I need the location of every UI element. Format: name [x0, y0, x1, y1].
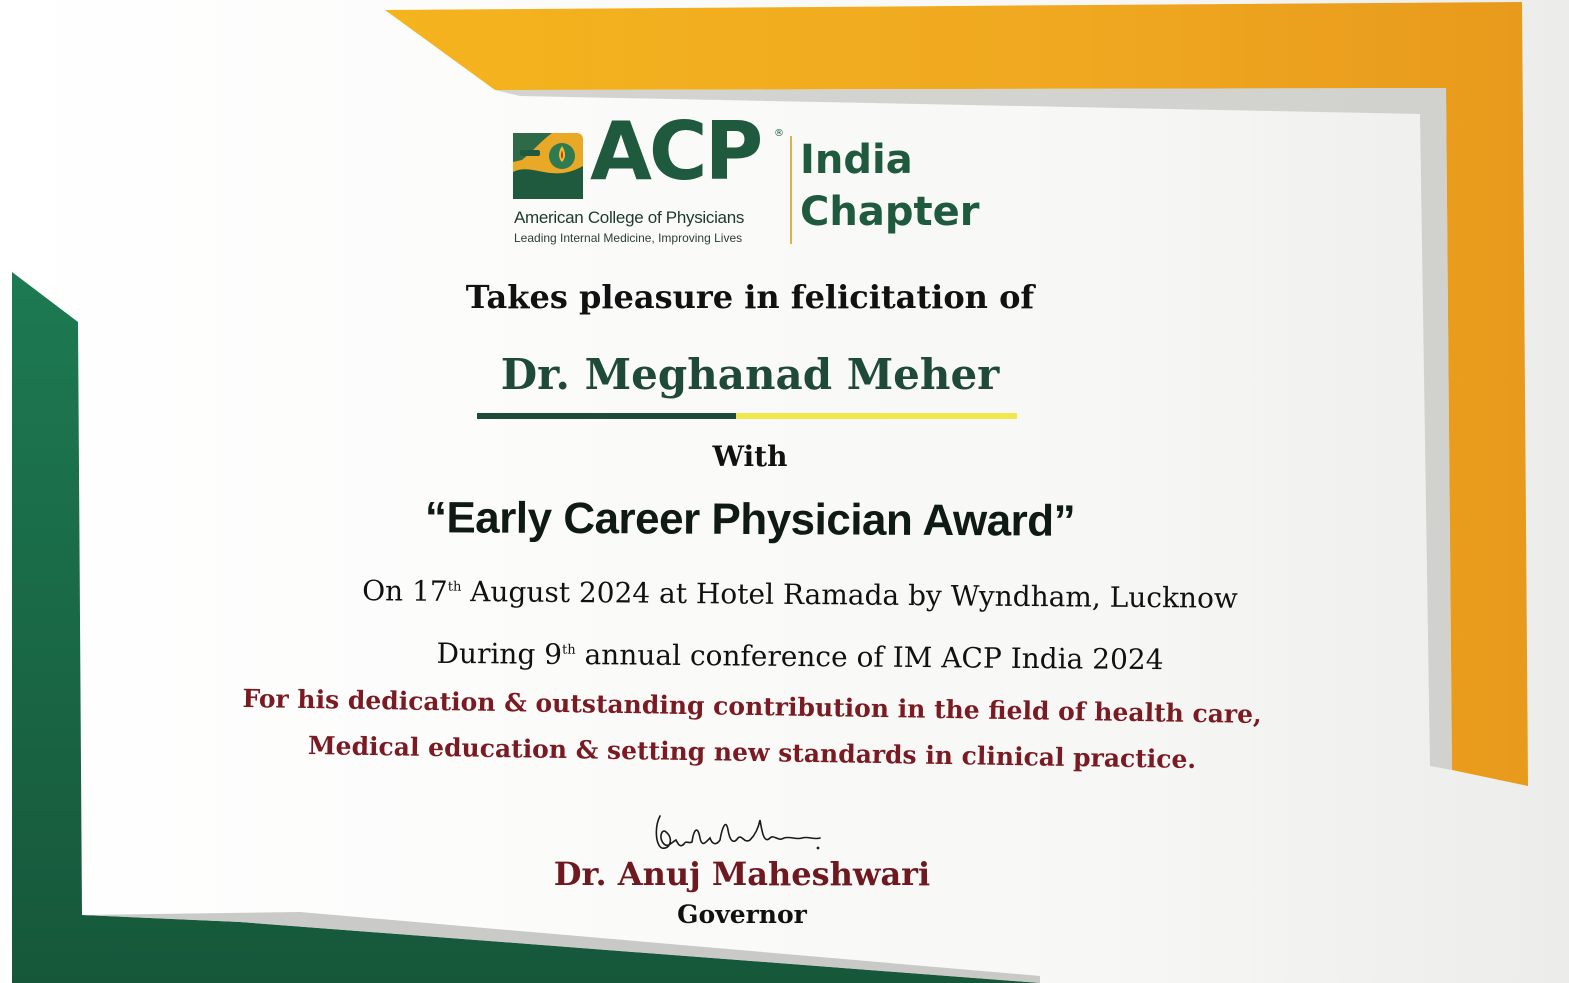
signatory-name: Dr. Anuj Maheshwari: [553, 855, 931, 893]
acp-flame-logo-icon: [512, 132, 584, 200]
conference-prefix: During 9: [436, 636, 563, 671]
handwritten-signature-icon: [650, 808, 830, 860]
felicitation-text: Takes pleasure in felicitation of: [465, 278, 1035, 316]
dedication-line-1: For his dedication & outstanding contribution in the field of health care,: [242, 683, 1262, 730]
event-date-prefix: On 17: [362, 574, 448, 608]
dedication-line-2: Medical education & setting new standards in clinical practice.: [307, 731, 1197, 774]
conference-name: annual conference of IM ACP India 2024: [575, 638, 1164, 677]
logo-acronym: ACP: [590, 105, 761, 198]
recipient-name: Dr. Meghanad Meher: [500, 350, 1000, 399]
conference-ordinal-suffix: th: [562, 642, 576, 658]
with-text: With: [712, 440, 788, 473]
logo-chapter-line-2: Chapter: [800, 189, 980, 235]
acp-india-logo: [512, 105, 992, 248]
award-title: “Early Career Physician Award”: [424, 493, 1076, 546]
signatory-title: Governor: [677, 900, 807, 929]
logo-tagline: Leading Internal Medicine, Improving Lives: [514, 231, 743, 245]
logo-organization-name: American College of Physicians: [514, 208, 745, 227]
logo-chapter-line-1: India: [800, 137, 913, 183]
recipient-underline: [477, 413, 1017, 419]
event-date-suffix: th: [447, 579, 462, 595]
logo-divider: [790, 136, 792, 244]
event-venue: August 2024 at Hotel Ramada by Wyndham, Lucknow: [461, 575, 1239, 615]
logo-registered-mark: ®: [774, 128, 784, 139]
